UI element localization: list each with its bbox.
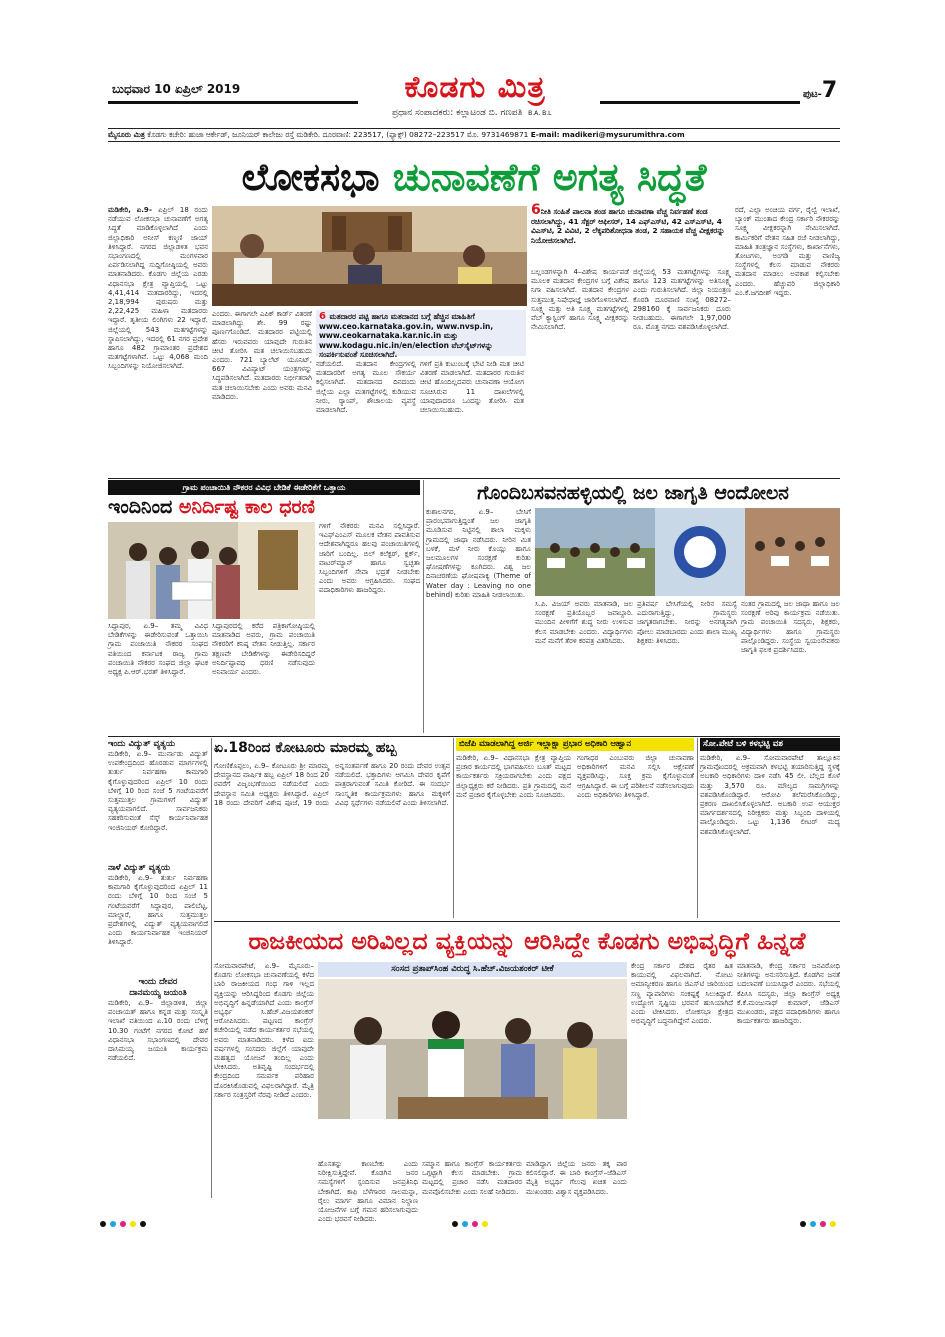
bottom-photo-label: ಸಂಸದ ಪ್ರತಾಪ್‌ಸಿಂಹ ವಿರುದ್ಧ ಸಿ.ಹೆಚ್.ವಿಜಯಶಂಕರ್ ಟೀಕೆ xyxy=(318,962,627,977)
dot-cyan xyxy=(810,1221,816,1227)
dot-black xyxy=(800,1221,806,1227)
lead-col-1: ಮಡಿಕೇರಿ, ಏ.9– ಏಪ್ರಿಲ್ 18 ರಂದು ನಡೆಯುವ ಲೋಕಸಭಾ ಚುನಾವಣೆಗೆ ಅಗತ್ಯ ಸಿದ್ಧತೆ ಮಾಡಿಕೊಳ್ಳಲಾಗಿದೆ ಎಂದು ಜಿಲ್ಲಾಧಿಕಾರಿ ಅನೀಸ್ ಕಣ್ಮಣಿ ಜಾಯ್ ತಿಳಿಸಿದ್ದಾರೆ. ನಗರದ ಜಿಲ್ಲಾಡಳಿತ ಭವನ ಸಭಾಂಗಣದಲ್ಲಿ ಮಂಗಳವಾರ ಏರ್ಪಡಿಸಲಾಗಿದ್ದ ಸುದ್ದಿಗೋಷ್ಠಿಯಲ್ಲಿ ಅವರು ಮಾತನಾಡಿದರು. ಕೊಡಗು ಜಿಲ್ಲೆಯ ಎರಡು ವಿಧಾನಸಭಾ ಕ್ಷೇತ್ರ ವ್ಯಾಪ್ತಿಯಲ್ಲಿ ಒಟ್ಟು 4,41,414 ಮತದಾರರಿದ್ದು, ಇದರಲ್ಲಿ 2,18,994 ಪುರುಷರು ಮತ್ತು 2,22,425 ಮಹಿಳಾ ಮತದಾರರು ಇದ್ದಾರೆ. ತೃತೀಯ ಲಿಂಗಿಗಳು 22 ಇದ್ದಾರೆ. ಜಿಲ್ಲೆಯಲ್ಲಿ 543 ಮತಗಟ್ಟೆಗಳನ್ನು ಸ್ಥಾಪಿಸಲಾಗಿದ್ದು, ಇದರಲ್ಲಿ 61 ನಗರ ಪ್ರದೇಶ ಹಾಗೂ 482 ಗ್ರಾಮಾಂತರ ಪ್ರದೇಶದ ಮತಗಟ್ಟೆಗಳಾಗಿವೆ. ಒಟ್ಟು 4,068 ಮಂದಿ ಸಿಬ್ಬಂದಿಗಳನ್ನು ನಿಯೋಜಿಸಲಾಗಿದೆ. xyxy=(108,206,208,371)
power-head-1: ಇಂದು ವಿದ್ಯುತ್ ವ್ಯತ್ಯಯ xyxy=(108,739,175,749)
strike-kicker: ಗ್ರಾಮ ಪಂಚಾಯಿತಿ ನೌಕರರ ವಿವಿಧ ಬೇಡಿಕೆ ಈಡೇರಿಕೆಗೆ ಒತ್ತಾಯ xyxy=(108,480,420,495)
sopety-body: ಮಡಿಕೇರಿ, ಏ.9– ಸೋಮವಾರಪೇಟೆ ತಾಲ್ಲೂಕಿನ ಗ್ರಾಮವೊಂದರಲ್ಲಿ ಅಕ್ರಮವಾಗಿ ಕಳಭಟ್ಟಿ ತಯಾರಿಸುತ್ತಿದ್ದ ಸ್ಥಳಕ್ಕೆ ಅಬಕಾರಿ ಅಧಿಕಾರಿಗಳು ದಾಳಿ ನಡೆಸಿ 45 ಲೀ. ಬೆಲ್ಲದ ಕೊಳೆ ಮತ್ತು 3,570 ರೂ. ಮೌಲ್ಯದ ಸಾಮಗ್ರಿಗಳನ್ನು ವಶಪಡಿಸಿಕೊಂಡಿದ್ದಾರೆ. ಆರೋಪಿ ತಲೆಮರೆಸಿಕೊಂಡಿದ್ದು, ಪ್ರಕರಣ ದಾಖಲಿಸಿಕೊಳ್ಳಲಾಗಿದೆ. ಅಬಕಾರಿ ಉಪ ಆಯುಕ್ತರ ಮಾರ್ಗದರ್ಶನದಲ್ಲಿ ನಿರೀಕ್ಷಕರು ಮತ್ತು ಸಿಬ್ಬಂದಿ ದಾಳಿಯಲ್ಲಿ ಪಾಲ್ಗೊಂಡಿದ್ದರು. ಒಟ್ಟು 1,136 ಲೀಟರ್ ಮದ್ಯ ವಶಪಡಿಸಿಕೊಳ್ಳಲಾಗಿದೆ. xyxy=(700,754,840,836)
water-col-1: ಕುಶಾಲನಗರ, ಏ.9– ಬೇಸಿಗೆ ಪ್ರಾರಂಭವಾಗುತ್ತಿದ್ದಂತೆ ಜಲ ಜಾಗೃತಿ ಮೂಡಿಸುವ ನಿಟ್ಟಿನಲ್ಲಿ ಶಾಲಾ ಮಕ್ಕಳು ಗ್ರಾಮದಲ್ಲಿ ಜಾಥಾ ನಡೆಸಿದರು. ನೀರಿನ ಮಿತ ಬಳಕೆ, ಮಳೆ ನೀರು ಕೊಯ್ಲು ಹಾಗೂ ಜಲಮೂಲಗಳ ಸಂರಕ್ಷಣೆ ಕುರಿತು ಘೋಷಣೆಗಳನ್ನು ಕೂಗಿದರು. ವಿಶ್ವ ಜಲ ದಿನಾಚರಣೆಯ ಘೋಷವಾಕ್ಯ (Theme of Water day : Leaving no one behind) ಕುರಿತು ಮಾಹಿತಿ ನೀಡಲಾಯಿತು. xyxy=(426,508,531,599)
lead-col-2: ಎಂದರು. ಈಗಾಗಲೇ ಎಪಿಕ್ ಕಾರ್ಡ್ ವಿತರಣೆ ಮಾಡಲಾಗಿದ್ದು ಶೇ. 99 ರಷ್ಟು ಪೂರ್ಣಗೊಂಡಿದೆ. ಮತದಾರರ ಪಟ್ಟಿಯಲ್ಲಿ ಹೆಸರು ಇರುವವರು ಯಾವುದೇ ಗುರುತಿನ ಚೀಟಿ ತೋರಿಸಿ ಮತ ಚಲಾಯಿಸಬಹುದು ಎಂದರು. 721 ಬ್ಯಾಲೆಟ್ ಯೂನಿಟ್, 667 ವಿವಿಪ್ಯಾಟ್ ಯಂತ್ರಗಳನ್ನು ಸಿದ್ಧಪಡಿಸಲಾಗಿದೆ. ಮತದಾರರು ನಿರ್ಭೀತರಾಗಿ ಮತ ಚಲಾಯಿಸಬೇಕು ಎಂದು ಅವರು ಮನವಿ ಮಾಡಿದರು. xyxy=(212,310,312,401)
registration-dots-right xyxy=(800,1212,840,1231)
paper-name-logo: ಕೊಡಗು ಮಿತ್ರ xyxy=(404,70,546,105)
registration-dots-center xyxy=(452,1212,492,1231)
lead-col-3: ನಡೆಯಲಿದೆ. ಮತದಾನ ಕೇಂದ್ರಗಳಲ್ಲಿ ಮತದಾರರಿಗೆ ಅಗತ್ಯ ಮೂಲ ಸೌಕರ್ಯ ಕಲ್ಪಿಸಲಾಗಿದೆ. ಮತದಾನದ ದಿನದಂದು ಜಿಲ್ಲೆಯ ಎಲ್ಲಾ ಮತಗಟ್ಟೆಗಳಲ್ಲಿ ಕುಡಿಯುವ ನೀರು, ರ‍್ಯಾಂಪ್, ಶೌಚಾಲಯ ವ್ಯವಸ್ಥೆ ಮಾಡಲಾಗಿದೆ. xyxy=(316,360,416,415)
sopety-headline: ಸೋ.ಪೇಟೆ ಬಳಿ ಕಳಭಟ್ಟಿ ವಶ xyxy=(700,738,840,751)
divider-after-lead xyxy=(108,478,840,479)
sopety-story xyxy=(700,738,840,918)
editor-degree: B.A, B.L xyxy=(528,110,552,117)
dot-magenta xyxy=(820,1221,826,1227)
dot-yellow xyxy=(482,1221,488,1227)
lead-photo xyxy=(212,206,527,306)
dot-black xyxy=(452,1221,458,1227)
water-col-4: ನಂತರ ಗ್ರಾಮದಲ್ಲಿ ಜಲ ಜಾಥಾ ಹಾಗೂ ಜಲ ಸಂರಕ್ಷಣೆ ಅರಿವು ಕಾರ್ಯಕ್ರಮ ನಡೆಯಿತು. ಗ್ರಾಮ ಪಂಚಾಯಿತಿ ಸದಸ್ಯರು, ಶಿಕ್ಷಕರು, ವಿದ್ಯಾರ್ಥಿಗಳು ಹಾಗೂ ಗ್ರಾಮಸ್ಥರು ಪಾಲ್ಗೊಂಡಿದ್ದರು. ಸಂಸ್ಥೆಯ ಸ್ವಯಂಸೇವಕರು ಜಾಗೃತಿ ಫಲಕ ಪ್ರದರ್ಶಿಸಿದರು. xyxy=(741,600,840,655)
divider-festival xyxy=(453,738,454,918)
dot-cyan xyxy=(462,1221,468,1227)
water-photo xyxy=(535,508,840,596)
political-meeting-illustration xyxy=(318,979,627,1157)
strike-photo xyxy=(108,522,315,619)
power-body-1: ಮಡಿಕೇರಿ, ಏ.9– ಮುರ್ನಾಡು ವಿದ್ಯುತ್ ಉಪಕೇಂದ್ರದಿಂದ ಹೊರಡುವ ಮಾರ್ಗಗಳಲ್ಲಿ ತುರ್ತು ನಿರ್ವಹಣಾ ಕಾಮಗಾರಿ ಕೈಗೊಳ್ಳುವುದರಿಂದ ಏಪ್ರಿಲ್ 10 ರಂದು ಬೆಳಿಗ್ಗೆ 10 ರಿಂದ ಸಂಜೆ 5 ಗಂಟೆಯವರೆಗೆ ಸುತ್ತಮುತ್ತಲ ಗ್ರಾಮಗಳಿಗೆ ವಿದ್ಯುತ್ ವ್ಯತ್ಯಯವಾಗಲಿದೆ. ಸಾರ್ವಜನಿಕರು ಸಹಕರಿಸುವಂತೆ ಸೆಸ್ಕ್ ಕಾರ್ಯನಿರ್ವಾಹಕ ಇಂಜಿನಿಯರ್ ಕೋರಿದ್ದಾರೆ. xyxy=(108,750,208,832)
bottom-headline: ರಾಜಕೀಯದ ಅರಿವಿಲ್ಲದ ವ್ಯಕ್ತಿಯನ್ನು ಆರಿಸಿದ್ದೇ ಕೊಡಗು ಅಭಿವೃದ್ಧಿಗೆ ಹಿನ್ನಡೆ xyxy=(248,927,806,955)
page-num: 7 xyxy=(821,78,838,103)
festival-body: ಗೋಣಿಕೊಪ್ಪಲು, ಏ.9– ಕೋಟೂರು ಶ್ರೀ ಮಾರಮ್ಮ ದೇವಸ್ಥಾನದ ವಾರ್ಷಿಕ ಹಬ್ಬ ಏಪ್ರಿಲ್ 18 ರಿಂದ 20 ರವರೆಗೆ ವಿಜೃಂಭಣೆಯಿಂದ ನಡೆಯಲಿದೆ ಎಂದು ದೇವಸ್ಥಾನ ಸಮಿತಿ ಅಧ್ಯಕ್ಷರು ತಿಳಿಸಿದ್ದಾರೆ. ಏಪ್ರಿಲ್ 18 ರಂದು ದೇವರಿಗೆ ವಿಶೇಷ ಪೂಜೆ, 19 ರಂದು ಅನ್ನಸಂತರ್ಪಣೆ ಹಾಗೂ 20 ರಂದು ದೇವರ ಉತ್ಸವ ನಡೆಯಲಿದೆ. ಭಕ್ತಾದಿಗಳು ಆಗಮಿಸಿ ದೇವರ ಕೃಪೆಗೆ ಪಾತ್ರರಾಗುವಂತೆ ಸಮಿತಿ ಕೋರಿದೆ. ಈ ಸಂದರ್ಭ ಸಾಂಸ್ಕೃತಿಕ ಕಾರ್ಯಕ್ರಮಗಳು ಹಾಗೂ ಮಕ್ಕಳಿಗೆ ವಿವಿಧ ಸ್ಪರ್ಧೆಗಳು ನಡೆಯಲಿವೆ ಎಂದು ತಿಳಿಸಲಾಗಿದೆ. xyxy=(214,762,450,807)
page-number xyxy=(803,78,837,103)
power-body-2: ಮಡಿಕೇರಿ, ಏ.9– ತುರ್ತು ನಿರ್ವಹಣಾ ಕಾಮಗಾರಿ ಕೈಗೊಳ್ಳುವುದರಿಂದ ಏಪ್ರಿಲ್ 11 ರಂದು ಬೆಳಿಗ್ಗೆ 10 ರಿಂದ ಸಂಜೆ 5 ಗಂಟೆಯವರೆಗೆ ಸಿದ್ದಾಪುರ, ಪಾಲಿಬೆಟ್ಟ, ಮಾಲ್ದಾರೆ, ಹಾಗೂ ಸುತ್ತಮುತ್ತಲ ಪ್ರದೇಶಗಳಲ್ಲಿ ವಿದ್ಯುತ್ ವ್ಯತ್ಯಯವಾಗಲಿದೆ ಎಂದು ಕಾರ್ಯನಿರ್ವಾಹಕ ಇಂಜಿನಿಯರ್ ತಿಳಿಸಿದ್ದಾರೆ. xyxy=(108,874,208,947)
registration-dots-left xyxy=(100,1212,150,1231)
water-rally-illustration xyxy=(535,508,840,596)
power-head-2: ನಾಳೆ ವಿದ್ಯುತ್ ವ್ಯತ್ಯಯ xyxy=(108,863,171,873)
bjp-headline: ಬಿಜೆಪಿ ಮಾಡಲಾಗಿದ್ದ ಅರ್ಜಿ ಇಲ್ಲಾಕ್ಷಾ ಪ್ರಭಾರ ಅಧಿಕಾರಿ ಆಹ್ವಾನ xyxy=(456,738,694,751)
jayanti-body: ಮಡಿಕೇರಿ, ಏ.9– ಜಿಲ್ಲಾಡಳಿತ, ಜಿಲ್ಲಾ ಪಂಚಾಯತ್ ಹಾಗೂ ಕನ್ನಡ ಮತ್ತು ಸಂಸ್ಕೃತಿ ಇಲಾಖೆ ವತಿಯಿಂದ ಏ.10 ರಂದು ಬೆಳಿಗ್ಗೆ 10.30 ಗಂಟೆಗೆ ನಗರದ ಕೋಟೆ ಹಳೆ ವಿಧಾನಸಭಾ ಸಭಾಂಗಣದಲ್ಲಿ ದೇವರ ದಾಸಿಮಯ್ಯ ಜಯಂತಿ ಕಾರ್ಯಕ್ರಮ ನಡೆಯಲಿದೆ. xyxy=(108,999,208,1063)
bottom-col-2: ಹೊಸತನ್ನು ಕಾಣಬೇಕು ಎಂದು ನಿರೀಕ್ಷಿಸುತ್ತಿದ್ದೇವೆ. ಕೊಡಗಿನ ಜನರ ಸಮಸ್ಯೆಗಳಿಗೆ ಸ್ಪಂದಿಸುವ ಜನಪ್ರತಿನಿಧಿ ಬೇಕಾಗಿದೆ. ಕಾಫಿ ಬೆಳೆಗಾರರ ಸಾಲಮನ್ನಾ, ರೈಲು ಮಾರ್ಗ ಹಾಗೂ ವಿಮಾನ ನಿಲ್ದಾಣ ಯೋಜನೆಗಳ ಬಗ್ಗೆ ಗಮನ ಹರಿಸಲಾಗುವುದು ಎಂದು ಭರವಸೆ ನೀಡಿದರು. xyxy=(318,1160,418,1224)
masthead-rule-right xyxy=(600,101,800,104)
lead-col-7: ರದೆ, ಎಲ್ಲಾ ಅಂಚಿಯ ವರ್ಗ, ರೈಲ್ವೆ ಇಲಾಖೆ, ಬ್ಯಾಂಕ್ ಮುಂತಾದ ಕೇಂದ್ರ ಸರ್ಕಾರಿ ನೌಕರರನ್ನು ಸೂಕ್ಷ್ಮ ವೀಕ್ಷಕರನ್ನಾಗಿ ನೇಮಿಸಲಾಗಿದೆ. ಕಾರ್ಮಿಕರಿಗೆ ವೇತನ ಸಹಿತ ರಜೆ ನೀಡಲಾಗಿದ್ದು, ಮಾಹಿತಿ ತಂತ್ರಜ್ಞಾನ ಸಂಸ್ಥೆಗಳು, ಕಾರ್ಖಾನೆಗಳು, ತೋಟಗಳು, ಅಂಗಡಿ ಮತ್ತು ವಾಣಿಜ್ಯ ಸಂಸ್ಥೆಗಳಲ್ಲಿ ಕೆಲಸ ಮಾಡುವ ನೌಕರರು ಮತದಾನ ಮಾಡಲು ಅವಕಾಶ ಕಲ್ಪಿಸಬೇಕು ಎಂದರು. ಹೆಚ್ಚುವರಿ ಜಿಲ್ಲಾಧಿಕಾರಿ ಎಂ.ಕೆ.ಜಗದೀಶ್ ಇದ್ದರು. xyxy=(735,206,840,297)
jayanti-head-1: ಇಂದು ದೇವರ xyxy=(138,977,178,987)
dot-yellow xyxy=(830,1221,836,1227)
divider-bjp xyxy=(697,738,698,918)
protest-group-illustration xyxy=(108,522,315,619)
divider-power xyxy=(211,738,212,1198)
masthead xyxy=(0,0,945,150)
strike-col-3: ಗಳಿಗೆ ನೌಕರರು ಮನವಿ ಸಲ್ಲಿಸಿದ್ದಾರೆ. ಇಎಫ್‌ಎಂಎಸ್ ಮೂಲಕ ವೇತನ ಪಾವತಿಸುವ ಆದೇಶವಾಗಿದ್ದರೂ ಹಲವು ಪಂಚಾಯಿತಿಗಳಲ್ಲಿ ಜಾರಿಗೆ ಬಂದಿಲ್ಲ. ಬಿಲ್ ಕಲೆಕ್ಟರ್, ಕ್ಲರ್ಕ್, ವಾಟರ್‌ಮ್ಯಾನ್ ಹಾಗೂ ಸ್ವಚ್ಛತಾ ಸಿಬ್ಬಂದಿಗಳಿಗೆ ಸೇವಾ ಭದ್ರತೆ ನೀಡಬೇಕು ಎಂದು ಅವರು ಆಗ್ರಹಿಸಿದರು. ಸಂಘದ ಪದಾಧಿಕಾರಿಗಳು ಹಾಜರಿದ್ದರು. xyxy=(319,522,420,595)
dot-yellow xyxy=(130,1221,136,1227)
strike-caption: ಸಿದ್ದಾಪುರ, ಏ.9– ತಮ್ಮ ವಿವಿಧ ಬೇಡಿಕೆಗಳನ್ನು ಈಡೇರಿಸುವಂತೆ ಒತ್ತಾಯಿಸಿ ಗ್ರಾಮ ಪಂಚಾಯಿತಿ ನೌಕರರ ಸಂಘದ ವತಿಯಿಂದ ಕರ್ನಾಟಕ ರಾಜ್ಯ ಗ್ರಾಮ ಪಂಚಾಯಿತಿ ನೌಕರರ ಸಂಘದ ಜಿಲ್ಲಾ ಘಟಕ ಅಧ್ಯಕ್ಷ ಪಿ.ಆರ್.ಭರತ್ ತಿಳಿಸಿದ್ದಾರೆ. xyxy=(108,622,208,677)
dot-magenta xyxy=(120,1221,126,1227)
dot-cyan xyxy=(110,1221,116,1227)
divider-strike-water xyxy=(423,480,424,733)
lead-headline-black: ಲೋಕಸಭಾ xyxy=(241,155,380,199)
lead-col-6: ಜಿಲ್ಲೆಯಲ್ಲಿ 53 ಮತಗಟ್ಟೆಗಳನ್ನು ಸೂಕ್ಷ್ಮ ಹಾಗೂ 123 ಮತಗಟ್ಟೆಗಳನ್ನು ಅತಿಸೂಕ್ಷ್ಮ ಎಂದು ಗುರುತಿಸಲಾಗಿದೆ. ಜಿಲ್ಲಾ ನಿಯಂತ್ರಣ ಕೊಠಡಿ ದೂರವಾಣಿ ಸಂಖ್ಯೆ 08272–298160 ಕ್ಕೆ ಸಾರ್ವಜನಿಕರು ದೂರು ನೀಡಬಹುದು. ಈಗಾಗಲೇ 1,97,000 ರೂ. ಮೊತ್ತ ನಗದು ವಶಪಡಿಸಿಕೊಳ್ಳಲಾಗಿದೆ. xyxy=(633,268,731,332)
bottom-col-4: ಮಾಡಿದ್ದಾಗ ಜಿಲ್ಲೆಯ ಜನರು ತಕ್ಕ ಪಾಠ ಕಲಿಸಲಿದ್ದಾರೆ. ಈ ಬಾರಿ ಕಾಂಗ್ರೆಸ್–ಜೆಡಿಎಸ್ ಮೈತ್ರಿ ಅಭ್ಯರ್ಥಿ ಗೆಲುವು ಖಚಿತ ಎಂದು ಮುಖಂಡರು ವಿಶ್ವಾಸ ವ್ಯಕ್ತಪಡಿಸಿದರು. xyxy=(526,1160,627,1196)
editor-name: ಪ್ರಧಾನ ಸಂಪಾದಕರು: ಕಲ್ಲಾಟಂಡ ಬಿ. ಗಣಪತಿ xyxy=(392,108,523,118)
bottom-photo xyxy=(318,979,627,1157)
strike-col-2: ಸಿದ್ದಾಪುರದಲ್ಲಿ ಕರೆದ ಪತ್ರಿಕಾಗೋಷ್ಠಿಯಲ್ಲಿ ಮಾತನಾಡಿದ ಅವರು, ಗ್ರಾಮ ಪಂಚಾಯಿತಿ ನೌಕರರಿಗೆ ಕನಿಷ್ಠ ವೇತನ ನೀಡುತ್ತಿಲ್ಲ. ಸರ್ಕಾರ ತಕ್ಷಣವೇ ಬೇಡಿಕೆಗಳನ್ನು ಈಡೇರಿಸದಿದ್ದರೆ ಅನಿರ್ದಿಷ್ಟಾವಧಿ ಧರಣಿ ನಡೆಸುವುದು ಅನಿವಾರ್ಯ ಎಂದರು. xyxy=(212,622,315,677)
strike-headline: ಇಂದಿನಿಂದ ಅನಿರ್ದಿಷ್ಟ ಕಾಲ ಧರಣಿ xyxy=(108,496,315,518)
festival-body-wrap xyxy=(214,762,450,917)
water-col-2: ಸಿ.ಪಿ. ವಿಜಯ್ ಅವರು ಮಾತನಾಡಿ, ಜಲ ಸಂರಕ್ಷಣೆ ಪ್ರತಿಯೊಬ್ಬರ ಜವಾಬ್ದಾರಿ. ಮುಂದಿನ ಪೀಳಿಗೆಗೆ ಶುದ್ಧ ನೀರು ಉಳಿಸುವ ಕೆಲಸ ಮಾಡಬೇಕು ಎಂದರು. ವಿದ್ಯಾರ್ಥಿಗಳು ಮನೆ ಮನೆಗೆ ತೆರಳಿ ಕರಪತ್ರ ವಿತರಿಸಿದರು. xyxy=(535,600,633,645)
divider-mid xyxy=(108,736,840,737)
editor-line xyxy=(392,108,551,118)
highlight-marker: 6 xyxy=(531,202,541,218)
bottom-col-5: ಕೇಂದ್ರ ಸರ್ಕಾರ ದೇಶದ ರೈತರ ಹಿತ ಕಾಯುವಲ್ಲಿ ವಿಫಲವಾಗಿದೆ. ನೋಟು ಅಮಾನ್ಯೀಕರಣ ಹಾಗೂ ಜಿಎಸ್‌ಟಿ ಜಾರಿಯಿಂದ ಸಣ್ಣ ವ್ಯಾಪಾರಿಗಳು ಸಂಕಷ್ಟಕ್ಕೆ ಸಿಲುಕಿದ್ದಾರೆ. ಉದ್ಯೋಗ ಸೃಷ್ಟಿಯ ಭರವಸೆ ಹುಸಿಯಾಗಿದೆ ಎಂದು ಟೀಕಿಸಿದರು. ಲೋಕಸಭಾ ಕ್ಷೇತ್ರದ ಅಭಿವೃದ್ಧಿಗೆ ಬದ್ಧನಾಗಿದ್ದೇನೆ ಎಂದರು. xyxy=(631,962,733,1026)
lead-headline-green: ಚುನಾವಣೆಗೆ ಅಗತ್ಯ ಸಿದ್ಧತೆ xyxy=(392,155,707,199)
power-column xyxy=(108,738,208,1200)
bjp-box xyxy=(456,738,694,918)
water-col-3: ಪ್ರತಿವರ್ಷ ಬೇಸಿಗೆಯಲ್ಲಿ ನೀರಿನ ಸಮಸ್ಯೆ ಎದುರಾಗುತ್ತಿದ್ದು, ಗ್ರಾಮಸ್ಥರು ಜಾಗೃತರಾಗಬೇಕು. ನೀರನ್ನು ಅನಗತ್ಯವಾಗಿ ಪೋಲು ಮಾಡಬಾರದು ಎಂದು ಶಾಲಾ ಮುಖ್ಯ ಶಿಕ್ಷಕರು ತಿಳಿಸಿದರು. xyxy=(637,600,737,645)
address-bar xyxy=(108,128,840,142)
address-brand: ಮೈಸೂರು ಮಿತ್ರ xyxy=(108,130,145,139)
lead-col-5: ಬಲ್ಲಂಡಗಳನ್ನಾಗಿ 4–ವಿಶೇಷ ಕಾರ್ಯಪಡೆ ಮೂಲಕ ಮತದಾನ ಕೇಂದ್ರಗಳ ಬಗ್ಗೆ ವಿಶೇಷ ನಿಗಾ ವಹಿಸಲಾಗಿದೆ. ಮತದಾನ ಕೇಂದ್ರಗಳ ಸುತ್ತಮುತ್ತ ನಿಷೇಧಾಜ್ಞೆ ಜಾರಿಗೊಳಿಸಲಾಗಿದೆ. ಸೂಕ್ಷ್ಮ ಮತ್ತು ಅತಿ ಸೂಕ್ಷ್ಮ ಮತಗಟ್ಟೆಗಳಲ್ಲಿ ವೆಬ್ ಕ್ಯಾಸ್ಟಿಂಗ್ ಹಾಗೂ ಸೂಕ್ಷ್ಮ ವೀಕ್ಷಕರನ್ನು ನೇಮಿಸಲಾಗಿದೆ. xyxy=(531,268,629,332)
bjp-col-1: ಮಡಿಕೇರಿ, ಏ.9– ವಿಧಾನಸಭಾ ಕ್ಷೇತ್ರ ವ್ಯಾಪ್ತಿಯ ಪ್ರಚಾರ ಕಾರ್ಯದಲ್ಲಿ ಭಾಗವಹಿಸಲು ಬೂತ್ ಮಟ್ಟದ ಕಾರ್ಯಕರ್ತರು ಸಕ್ರಿಯರಾಗಬೇಕು ಎಂದು ಪಕ್ಷದ ಜಿಲ್ಲಾಧ್ಯಕ್ಷರು ಕರೆ ನೀಡಿದರು. ಪ್ರತಿ ಗ್ರಾಮದಲ್ಲಿ ಮನೆ ಮನೆ ಪ್ರಚಾರ ಕೈಗೊಳ್ಳಬೇಕು ಎಂದು ಸೂಚಿಸಿದರು. xyxy=(456,754,571,799)
masthead-rule-left xyxy=(108,101,358,104)
bottom-col-3: ಸಮ್ಮಾನ ಹಾಗೂ ಕಾಂಗ್ರೆಸ್ ಕಾರ್ಯಕರ್ತರು ಒಗ್ಗಟ್ಟಾಗಿ ಕೆಲಸ ಮಾಡಬೇಕು. ಗ್ರಾಮ ಮಟ್ಟದಲ್ಲಿ ಪ್ರಚಾರ ನಡೆಸಿ ಮತದಾರರ ಮನವೊಲಿಸಬೇಕು ಎಂದು ಸಲಹೆ ನೀಡಿದರು. xyxy=(422,1160,522,1196)
festival-headline: ಏ.18ರಿಂದ ಕೋಟೂರು ಮಾರಮ್ಮ ಹಬ್ಬ xyxy=(214,740,397,756)
lead-photo-caption: 6 ಮತದಾರರ ಪಟ್ಟಿ ಹಾಗೂ ಮತದಾನದ ಬಗ್ಗೆ ಹೆಚ್ಚಿನ ಮಾಹಿತಿಗೆ www.ceo.karnataka.gov.in, www.nvsp.in, www.ceokarnataka.kar.nic.in ಮತ್ತು www.kodagu.nic.in/en/election ವೆಬ್‌ಸೈಟ್‌ಗಳನ್ನು ಸಂಪರ್ಕಿಸುವಂತೆ ಸೂಚಿಸಲಾಗಿದೆ. xyxy=(316,310,526,356)
lead-col-4: ಗಳಿಗೆ ಪ್ರತಿ ಕುಟುಂಬಕ್ಕೆ ಭೇಟಿ ನೀಡಿ ಮತ ಚೀಟಿ ವಿತರಣೆ ಮಾಡಲಾಗಿದೆ. ಮತದಾರರ ಗುರುತಿನ ಚೀಟಿ ಹೊಂದಿಲ್ಲದವರು ಚುನಾವಣಾ ಆಯೋಗ ಸೂಚಿಸಿರುವ 11 ದಾಖಲೆಗಳಲ್ಲಿ ಯಾವುದಾದರೂ ಒಂದನ್ನು ತೋರಿಸಿ ಮತ ಚಲಾಯಿಸಬಹುದು. xyxy=(420,360,524,415)
water-headline: ಗೊಂದಿಬಸವನಹಳ್ಳಿಯಲ್ಲಿ ಜಲ ಜಾಗೃತಿ ಆಂದೋಲನ xyxy=(477,482,789,504)
issue-date: ಬುಧವಾರ 10 ಏಪ್ರಿಲ್ 2019 xyxy=(112,82,241,96)
jayanti-head-2: ದಾನಮಯ್ಯ ಜಯಂತಿ xyxy=(129,988,187,998)
dot-magenta xyxy=(472,1221,478,1227)
dot-black xyxy=(100,1221,106,1227)
bjp-col-2: ಗಂಗಾಧರ ಎಂಬುವರು ಜಿಲ್ಲಾ ಚುನಾವಣಾ ಅಧಿಕಾರಿಗಳಿಗೆ ಮನವಿ ಸಲ್ಲಿಸಿ ಆಕ್ಷೇಪಣೆ ವ್ಯಕ್ತಪಡಿಸಿದ್ದು, ಸೂಕ್ತ ಕ್ರಮ ಕೈಗೊಳ್ಳುವಂತೆ ಆಗ್ರಹಿಸಿದ್ದಾರೆ. ಈ ಬಗ್ಗೆ ಪರಿಶೀಲನೆ ನಡೆಸಲಾಗುವುದು ಎಂದು ಅಧಿಕಾರಿಗಳು ತಿಳಿಸಿದ್ದಾರೆ. xyxy=(577,754,694,799)
bottom-col-1: ಸೋಮವಾರಪೇಟೆ, ಏ.9– ಮೈಸೂರು–ಕೊಡಗು ಲೋಕಸಭಾ ಚುನಾವಣೆಯಲ್ಲಿ ಕಳೆದ ಬಾರಿ ರಾಜಕೀಯದ ಗಂಧ ಗಾಳಿ ಇಲ್ಲದ ವ್ಯಕ್ತಿಯನ್ನು ಆರಿಸಿದ್ದರಿಂದ ಕೊಡಗು ಜಿಲ್ಲೆಯ ಅಭಿವೃದ್ಧಿಗೆ ಹಿನ್ನಡೆಯಾಗಿದೆ ಎಂದು ಕಾಂಗ್ರೆಸ್ ಅಭ್ಯರ್ಥಿ ಸಿ.ಹೆಚ್.ವಿಜಯಶಂಕರ್ ಆರೋಪಿಸಿದರು. ಪಟ್ಟಣದ ಕಾಂಗ್ರೆಸ್ ಕಚೇರಿಯಲ್ಲಿ ನಡೆದ ಕಾರ್ಯಕರ್ತರ ಸಭೆಯಲ್ಲಿ ಅವರು ಮಾತನಾಡಿದರು. ಕಳೆದ ಐದು ವರ್ಷಗಳಲ್ಲಿ ಸಂಸದರು ಜಿಲ್ಲೆಗೆ ಯಾವುದೇ ಮಹತ್ವದ ಯೋಜನೆ ತಂದಿಲ್ಲ ಎಂದು ಟೀಕಿಸಿದರು. ಅತಿವೃಷ್ಟಿ ಸಂದರ್ಭದಲ್ಲಿ ಕೇಂದ್ರದಿಂದ ಸಮರ್ಪಕ ಪರಿಹಾರ ದೊರಕಿಸಿಕೊಡುವಲ್ಲಿ ವಿಫಲರಾಗಿದ್ದಾರೆ. ಮೈತ್ರಿ ಸರ್ಕಾರ ಸಂತ್ರಸ್ತರಿಗೆ ನೆರವು ನೀಡಿದೆ ಎಂದರು. xyxy=(214,962,314,1099)
dot-black-2 xyxy=(140,1221,146,1227)
bottom-col-6: ಮಾತನಾಡಿ, ಕೇಂದ್ರ ಸರ್ಕಾರ ಜನವಿರೋಧಿ ನೀತಿಗಳನ್ನು ಅನುಸರಿಸುತ್ತಿದೆ. ಕೊಡಗಿನ ಜನತೆ ಬದಲಾವಣೆ ಬಯಸಿದ್ದಾರೆ ಎಂದರು. ಸಭೆಯಲ್ಲಿ ಕೆಪಿಸಿಸಿ ಸದಸ್ಯರು, ಜಿಲ್ಲಾ ಕಾಂಗ್ರೆಸ್ ಅಧ್ಯಕ್ಷ ಕೆ.ಕೆ.ಮಂಜುನಾಥ್ ಕುಮಾರ್, ಜೆಡಿಎಸ್ ಮುಖಂಡರು, ಪಕ್ಷದ ಪದಾಧಿಕಾರಿಗಳು ಹಾಗೂ ಕಾರ್ಯಕರ್ತರು ಹಾಜರಿದ್ದರು. xyxy=(737,962,840,1026)
lead-headline xyxy=(108,152,840,202)
email-address: E-mail: madikeri@mysurumithra.com xyxy=(530,130,685,139)
lead-highlight-box: 6ನೀತಿ ಸಂಹಿತೆ ಪಾಲನಾ ತಂಡ ಹಾಗೂ ಚುನಾವಣಾ ವೆಚ್ಚ ನಿರ್ವಹಣೆ ತಂಡ ರಚಿಸಲಾಗಿದ್ದು, 41 ಸೆಕ್ಟರ್ ಆಫೀಸರ್, 14 ಎಫ್‌ಎಸ್‌ಟಿ, 42 ಎಸ್‌ಎಸ್‌ಟಿ, 4 ವಿಎಸ್‌ಟಿ, 2 ವಿವಿಟಿ, 2 ಲೆಕ್ಕಪರಿಶೋಧನಾ ತಂಡ, 2 ಸಹಾಯಕ ವೆಚ್ಚ ವೀಕ್ಷಕರನ್ನು ನಿಯೋಜಿಸಲಾಗಿದೆ. xyxy=(531,202,725,245)
address-line: ಕೊಡಗು ಕಚೇರಿ: ಹುಜಾ ಆರ್ಕೇಡ್, ಜೂನಿಯರ್ ಕಾಲೇಜು ರಸ್ತೆ ಮಡಿಕೇರಿ. ದೂರವಾಣಿ: 223517, (ಫ್ಯಾಕ್ಸ್) 08272–223517 ಮೊ. 9731469871 xyxy=(147,130,529,139)
page-label: ಪುಟ- xyxy=(803,89,822,100)
press-meet-illustration xyxy=(212,206,527,306)
caption-marker: 6 xyxy=(319,311,330,322)
divider-bottom xyxy=(214,921,840,922)
